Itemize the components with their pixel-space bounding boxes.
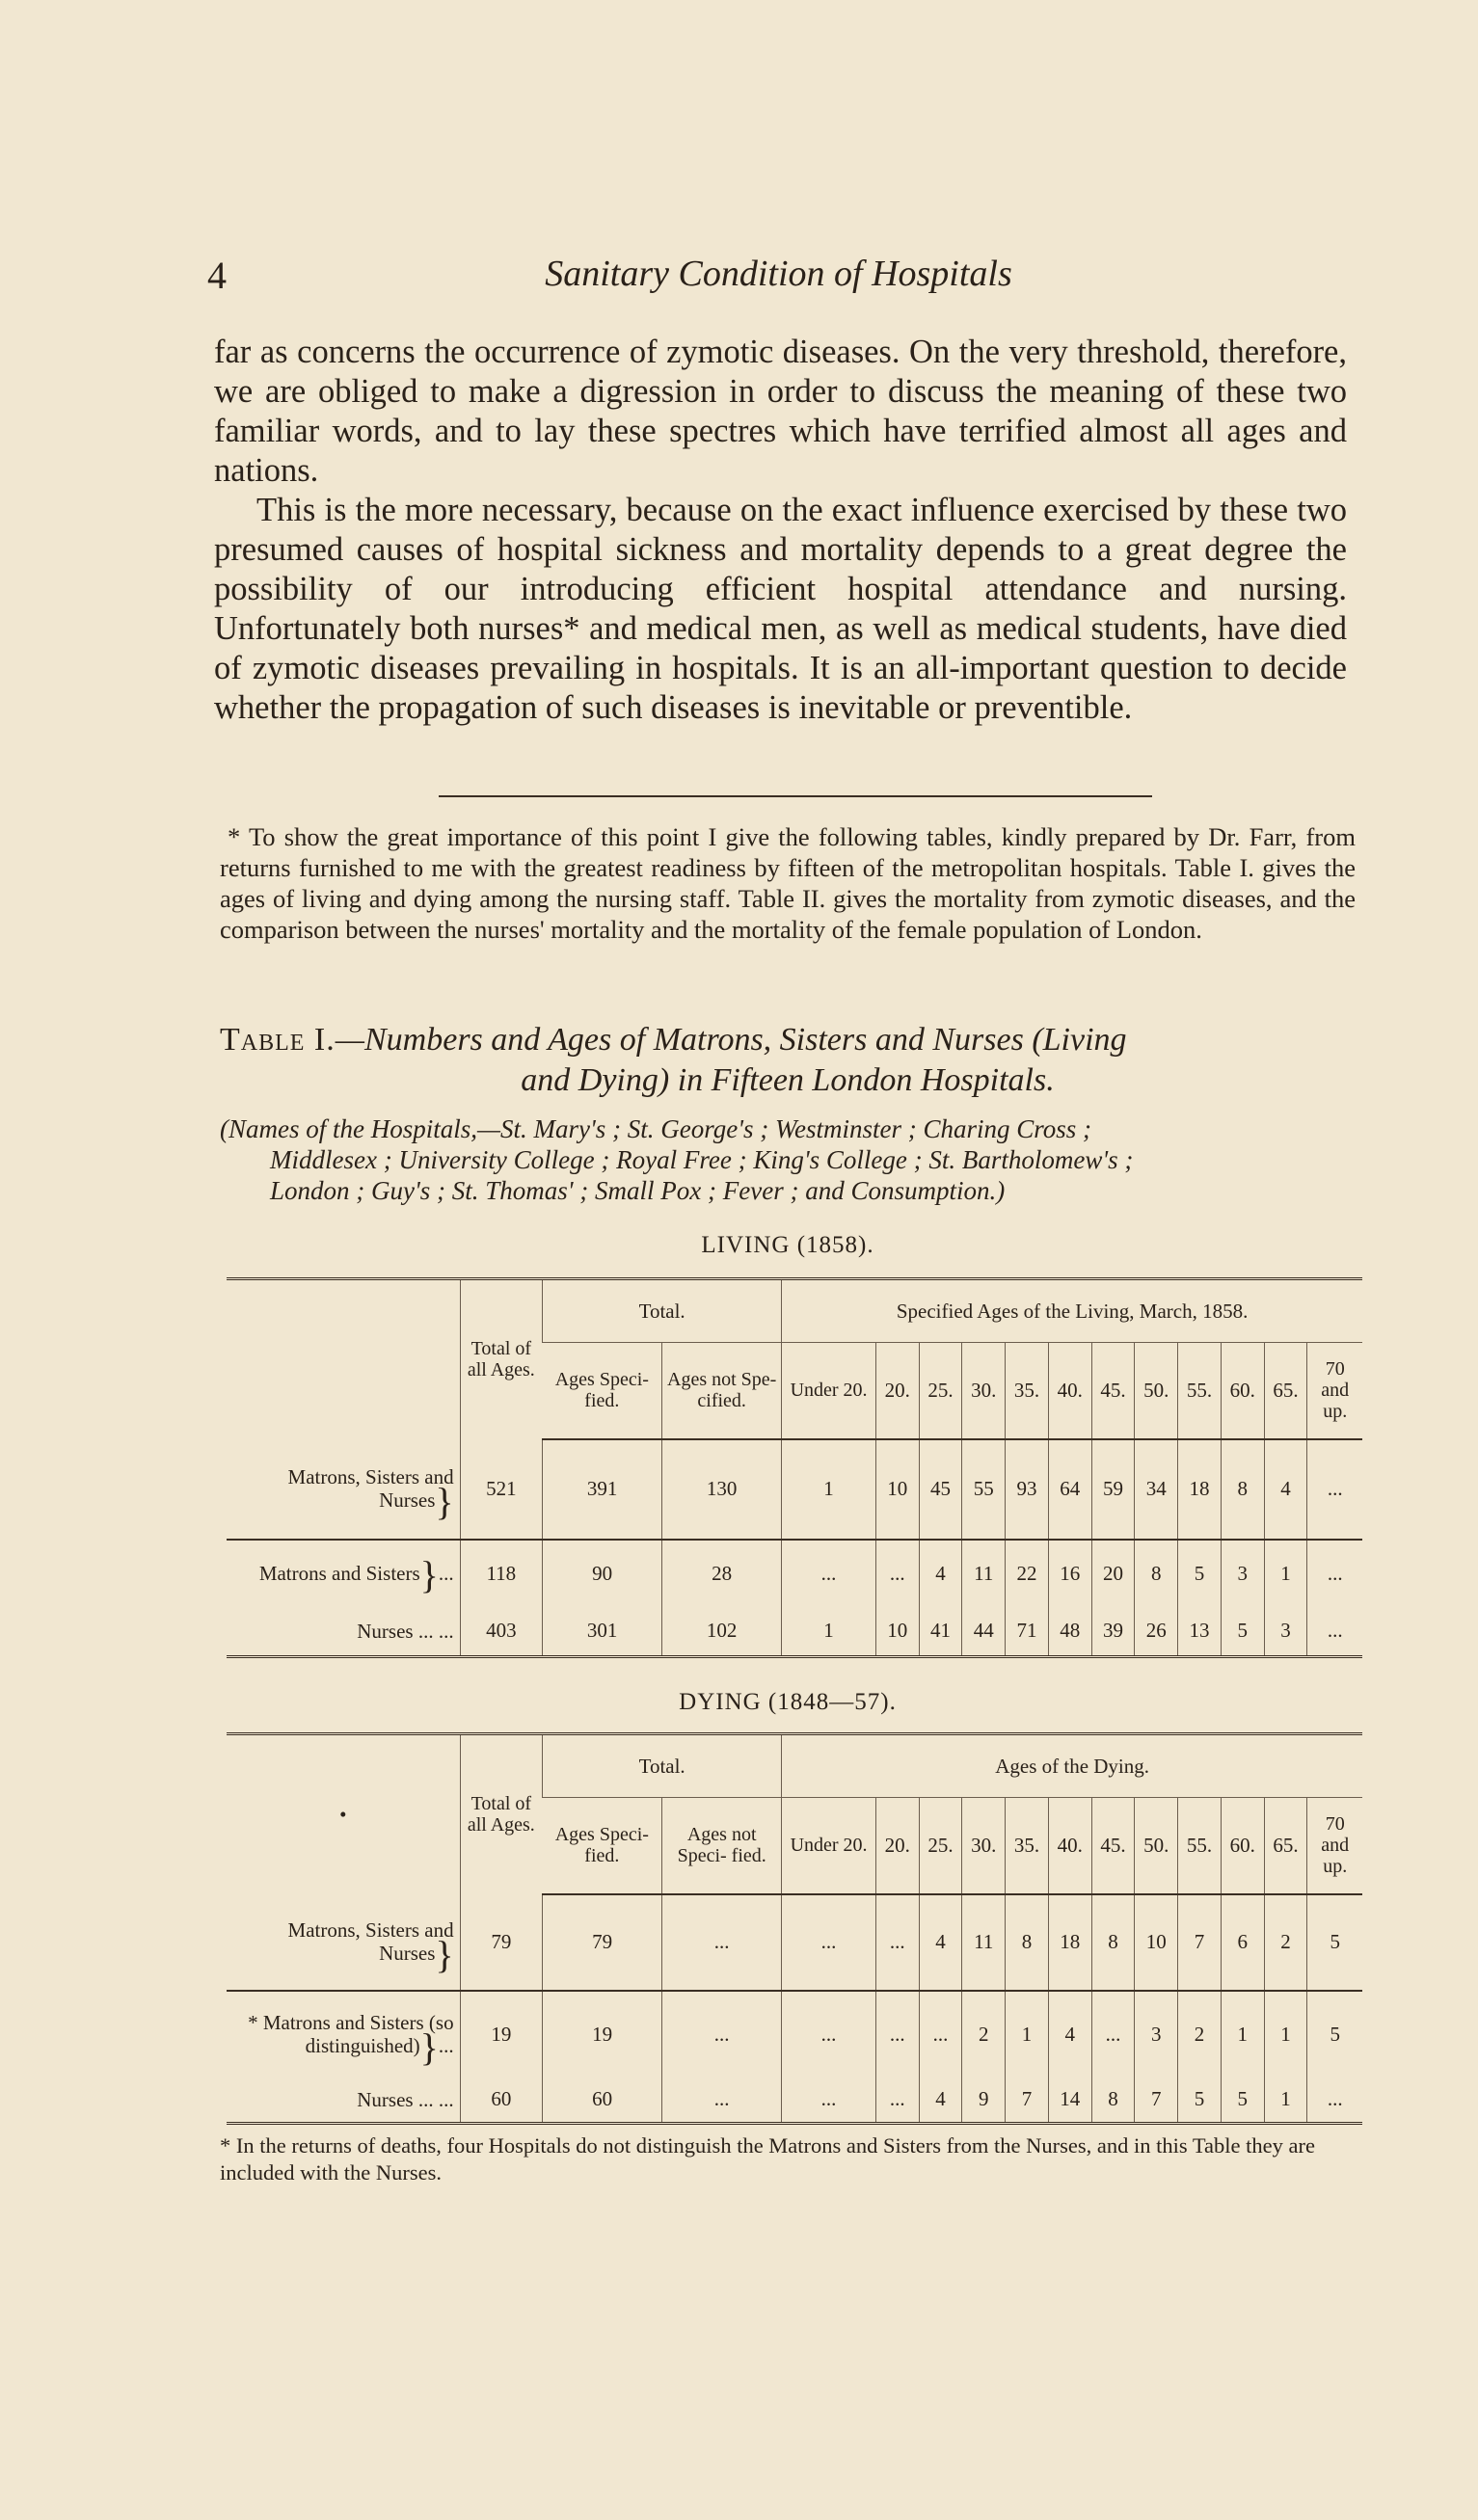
dying-table [227,1732,1362,2125]
cell: 1 [1264,1540,1307,1607]
age-header: 40. [1048,1343,1091,1439]
age-header: 50. [1135,1798,1178,1894]
cell: ... [875,1991,919,2078]
table-row [227,1540,1362,1607]
under-20-header: Under 20. [782,1798,876,1894]
footnote-text: * To show the great importance of this point I give the following tables, kindly prepared by Dr. Farr, from returns furnished to me with the greatest readiness by fifteen of the metropolitan hospitals. Table I. gives the ages of living and dying among the nursing staff. Table II. gives the mortality from zymotic diseases, and the comparison between the nurses' mortality and the mortality of the female population of London. [220,822,1356,944]
row-label: Nurses ... ... [357,2087,454,2111]
cell: 4 [1264,1439,1307,1540]
hospital-names-line: Middlesex ; University College ; Royal Free ; King's College ; St. Bartholomew's ; [270,1145,1134,1174]
cell: 8 [1221,1439,1264,1540]
table-footnote: * In the returns of deaths, four Hospitals do not distinguish the Matrons and Sisters from the Nurses, and in this Table they are included with the Nurses. [220,2133,1315,2185]
cell: 3 [1221,1540,1264,1607]
total-all-ages-header: Total of all Ages. [460,1279,542,1439]
cell: 93 [1006,1439,1049,1540]
cell: 4 [919,1894,962,1991]
hospital-names-line: (Names of the Hospitals,—St. Mary's ; St. George's ; Westminster ; Charing Cross ; [220,1114,1092,1143]
cell: 4 [919,1540,962,1607]
under-20-header: Under 20. [782,1343,876,1439]
cell: 18 [1048,1894,1091,1991]
age-header: 55. [1178,1798,1222,1894]
age-header: 65. [1264,1343,1307,1439]
cell: 90 [543,1540,662,1607]
stub-header: • [339,1802,347,1826]
table-row [227,1894,1362,1991]
table-title-line-1: —Numbers and Ages of Matrons, Sisters and Nurses (Living [335,1022,1127,1058]
paragraph-2: This is the more necessary, because on the exact influence exercised by these two presumed causes of hospital sickness and mortality depends to a great degree the possibility of our introducing efficient hospital attendance and nursing. Unfortunately both nurses* and medical men, as well as medical students, have died of zymotic diseases prevailing in hospitals. It is an all-important question to decide whether the propagation of such diseases is inevitable or preventible. [214,492,1347,726]
age-header: 70 and up. [1307,1343,1362,1439]
age-header: 20. [875,1343,919,1439]
cell: 4 [1048,1991,1091,2078]
cell: ... [782,1540,876,1607]
cell: 10 [875,1607,919,1657]
cell: 3 [1264,1607,1307,1657]
age-header: 45. [1091,1343,1135,1439]
cell: 118 [460,1540,542,1607]
cell: 26 [1135,1607,1178,1657]
cell: 28 [662,1540,782,1607]
cell: 102 [662,1607,782,1657]
cell: 18 [1178,1439,1222,1540]
age-header: 30. [962,1798,1006,1894]
row-label: Nurses ... ... [357,1619,454,1643]
stub-header [227,1279,460,1439]
cell: ... [1091,1991,1135,2078]
age-header: 55. [1178,1343,1222,1439]
cell: 5 [1221,2078,1264,2124]
cell: 521 [460,1439,542,1540]
cell: ... [662,2078,782,2124]
age-header: 35. [1006,1343,1049,1439]
age-header: 60. [1221,1798,1264,1894]
table-row [227,1439,1362,1540]
living-table [227,1277,1362,1658]
cell: 1 [1221,1991,1264,2078]
cell: ... [662,1991,782,2078]
cell: ... [782,2078,876,2124]
ages-of-dying-header: Ages of the Dying. [782,1734,1362,1798]
cell: 403 [460,1607,542,1657]
cell: 3 [1135,1991,1178,2078]
cell: ... [875,2078,919,2124]
cell: 130 [662,1439,782,1540]
cell: 2 [1178,1991,1222,2078]
total-header: Total. [543,1734,782,1798]
hospital-names [220,1113,1356,1206]
cell: 39 [1091,1607,1135,1657]
cell: 14 [1048,2078,1091,2124]
table-row [227,2078,1362,2124]
age-header: 65. [1264,1798,1307,1894]
cell: ... [782,1991,876,2078]
age-header: 20. [875,1798,919,1894]
table-title [220,1020,1356,1101]
cell: 8 [1006,1894,1049,1991]
age-header: 60. [1221,1343,1264,1439]
age-header: 45. [1091,1798,1135,1894]
table-row [227,1991,1362,2078]
table-label: Table I. [220,1022,336,1058]
ages-not-specified-header: Ages not Speci- fied. [662,1798,782,1894]
cell: ... [662,1894,782,1991]
page-header [207,253,1350,310]
cell: 1 [1264,1991,1307,2078]
total-all-ages-header: Total of all Ages. [460,1734,542,1894]
cell: 10 [1135,1894,1178,1991]
cell: 10 [875,1439,919,1540]
table-row [227,1607,1362,1657]
dying-section-label: DYING (1848—57). [679,1689,897,1715]
cell: 60 [460,2078,542,2124]
cell: 64 [1048,1439,1091,1540]
cell: 79 [460,1894,542,1991]
cell: 1 [1006,1991,1049,2078]
cell: 391 [543,1439,662,1540]
cell: 20 [1091,1540,1135,1607]
age-header: 30. [962,1343,1006,1439]
paragraph-1: far as concerns the occurrence of zymotic diseases. On the very threshold, therefore, we are obliged to make a digression in order to discuss the meaning of these two familiar words, and to lay these spectres which have terrified almost all ages and nations. [214,334,1347,489]
cell: ... [1307,1607,1362,1657]
cell: 7 [1135,2078,1178,2124]
cell: ... [782,1894,876,1991]
cell: 45 [919,1439,962,1540]
cell: 6 [1221,1894,1264,1991]
footnote [220,821,1356,945]
cell: 5 [1307,1894,1362,1991]
ages-specified-header: Ages Speci- fied. [543,1343,662,1439]
running-title: Sanitary Condition of Hospitals [545,254,1012,294]
cell: 59 [1091,1439,1135,1540]
cell: 5 [1221,1607,1264,1657]
age-header: 70 and up. [1307,1798,1362,1894]
cell: 44 [962,1607,1006,1657]
cell: 2 [962,1991,1006,2078]
cell: 19 [543,1991,662,2078]
cell: 8 [1135,1540,1178,1607]
cell: 5 [1307,1991,1362,2078]
cell: 4 [919,2078,962,2124]
cell: 2 [1264,1894,1307,1991]
cell: 11 [962,1540,1006,1607]
cell: 5 [1178,2078,1222,2124]
cell: 7 [1178,1894,1222,1991]
cell: 1 [1264,2078,1307,2124]
cell: 71 [1006,1607,1049,1657]
total-header: Total. [543,1279,782,1343]
cell: 1 [782,1439,876,1540]
cell: 11 [962,1894,1006,1991]
cell: 60 [543,2078,662,2124]
cell: 13 [1178,1607,1222,1657]
age-header: 35. [1006,1798,1049,1894]
cell: 301 [543,1607,662,1657]
cell: ... [919,1991,962,2078]
cell: 79 [543,1894,662,1991]
row-label: Matrons, Sisters and Nurses} [287,1917,454,1977]
cell: 48 [1048,1607,1091,1657]
cell: 55 [962,1439,1006,1540]
cell: 16 [1048,1540,1091,1607]
cell: ... [1307,2078,1362,2124]
age-header: 25. [919,1798,962,1894]
specified-ages-header: Specified Ages of the Living, March, 1858. [782,1279,1362,1343]
cell: ... [875,1894,919,1991]
row-label: * Matrons and Sisters (so distinguished)}... [227,1991,460,2078]
cell: 7 [1006,2078,1049,2124]
table-title-line-2: and Dying) in Fifteen London Hospitals. [521,1062,1055,1098]
age-header: 40. [1048,1798,1091,1894]
cell: 9 [962,2078,1006,2124]
cell: 8 [1091,1894,1135,1991]
age-header: 25. [919,1343,962,1439]
page-number: 4 [207,254,227,297]
cell: 8 [1091,2078,1135,2124]
row-label: Matrons and Sisters}... [227,1540,460,1607]
cell: ... [875,1540,919,1607]
age-header: 50. [1135,1343,1178,1439]
cell: 1 [782,1607,876,1657]
cell: 19 [460,1991,542,2078]
cell: ... [1307,1439,1362,1540]
ages-not-specified-header: Ages not Spe- cified. [662,1343,782,1439]
cell: 5 [1178,1540,1222,1607]
living-section-label: LIVING (1858). [701,1232,874,1258]
body-text [214,333,1347,728]
cell: 34 [1135,1439,1178,1540]
hospital-names-line: London ; Guy's ; St. Thomas' ; Small Pox ; Fever ; and Consumption.) [270,1176,1006,1205]
cell: 22 [1006,1540,1049,1607]
ages-specified-header: Ages Speci- fied. [543,1798,662,1894]
cell: 41 [919,1607,962,1657]
cell: ... [1307,1540,1362,1607]
footnote-divider [439,795,1152,797]
row-label: Matrons, Sisters and Nurses} [287,1464,454,1524]
